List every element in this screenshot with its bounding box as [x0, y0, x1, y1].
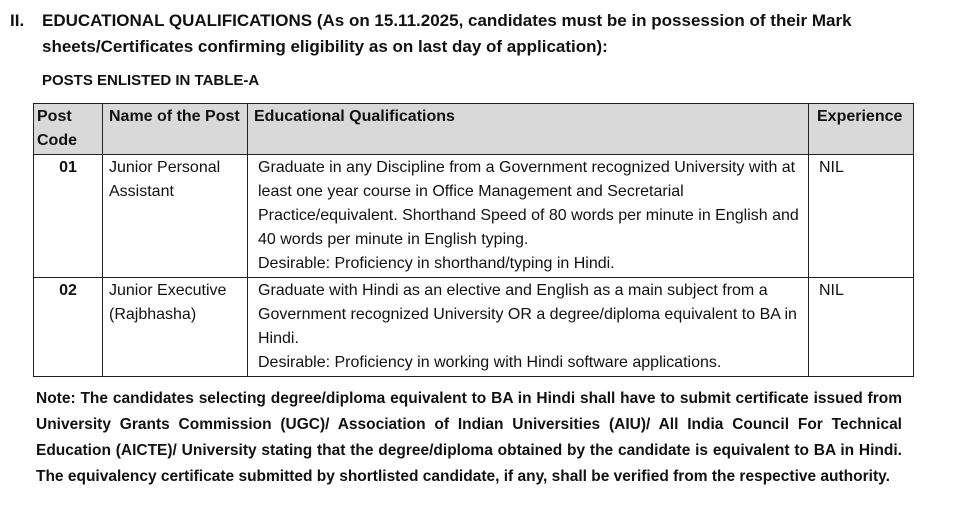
post-code-cell: 02 [34, 278, 103, 377]
experience-cell: NIL [809, 155, 914, 278]
desirable-text: Desirable: Proficiency in working with Hindi software applications. [258, 354, 722, 371]
post-name-cell: Junior Personal Assistant [103, 155, 248, 278]
qualifications-cell [248, 278, 809, 377]
section-heading [10, 8, 910, 60]
qualification-text: Graduate with Hindi as an elective and English as a main subject from a Government recognized University OR a degree/diploma equivalent to BA in Hindi. [258, 282, 797, 347]
qualification-text: Graduate in any Discipline from a Government recognized University with at least one year course in Office Management and Secretarial Practice/equivalent. Shorthand Speed of 80 words per minute in English and 40 words per minute in English typing. [258, 159, 799, 248]
header-experience: Experience [809, 104, 914, 155]
header-qualifications: Educational Qualifications [248, 104, 809, 155]
post-code-cell: 01 [34, 155, 103, 278]
table-caption: POSTS ENLISTED IN TABLE-A [42, 72, 260, 89]
table-row [34, 278, 914, 377]
header-post-name: Name of the Post [103, 104, 248, 155]
section-heading-text: EDUCATIONAL QUALIFICATIONS (As on 15.11.2025, candidates must be in possession of their Mark sheets/Certificates confirming eligibility as on last day of application): [42, 11, 852, 56]
note-paragraph: Note: The candidates selecting degree/diploma equivalent to BA in Hindi shall have to submit certificate issued from University Grants Commission (UGC)/ Association of Indian Universities (AIU)/ All India Council For Technical Education (AICTE)/ University stating that the degree/diploma obtained by the candidate is equivalent to BA in Hindi. The equivalency certificate submitted by shortlisted candidate, if any, shall be verified from the respective authority. [36, 390, 902, 485]
post-name-cell: Junior Executive (Rajbhasha) [103, 278, 248, 377]
table-row [34, 155, 914, 278]
experience-cell: NIL [809, 278, 914, 377]
qualifications-table [33, 103, 914, 377]
qualifications-cell [248, 155, 809, 278]
desirable-text: Desirable: Proficiency in shorthand/typing in Hindi. [258, 255, 615, 272]
table-header-row [34, 104, 914, 155]
header-post-code: Post Code [34, 104, 103, 155]
section-number: II. [10, 11, 25, 30]
